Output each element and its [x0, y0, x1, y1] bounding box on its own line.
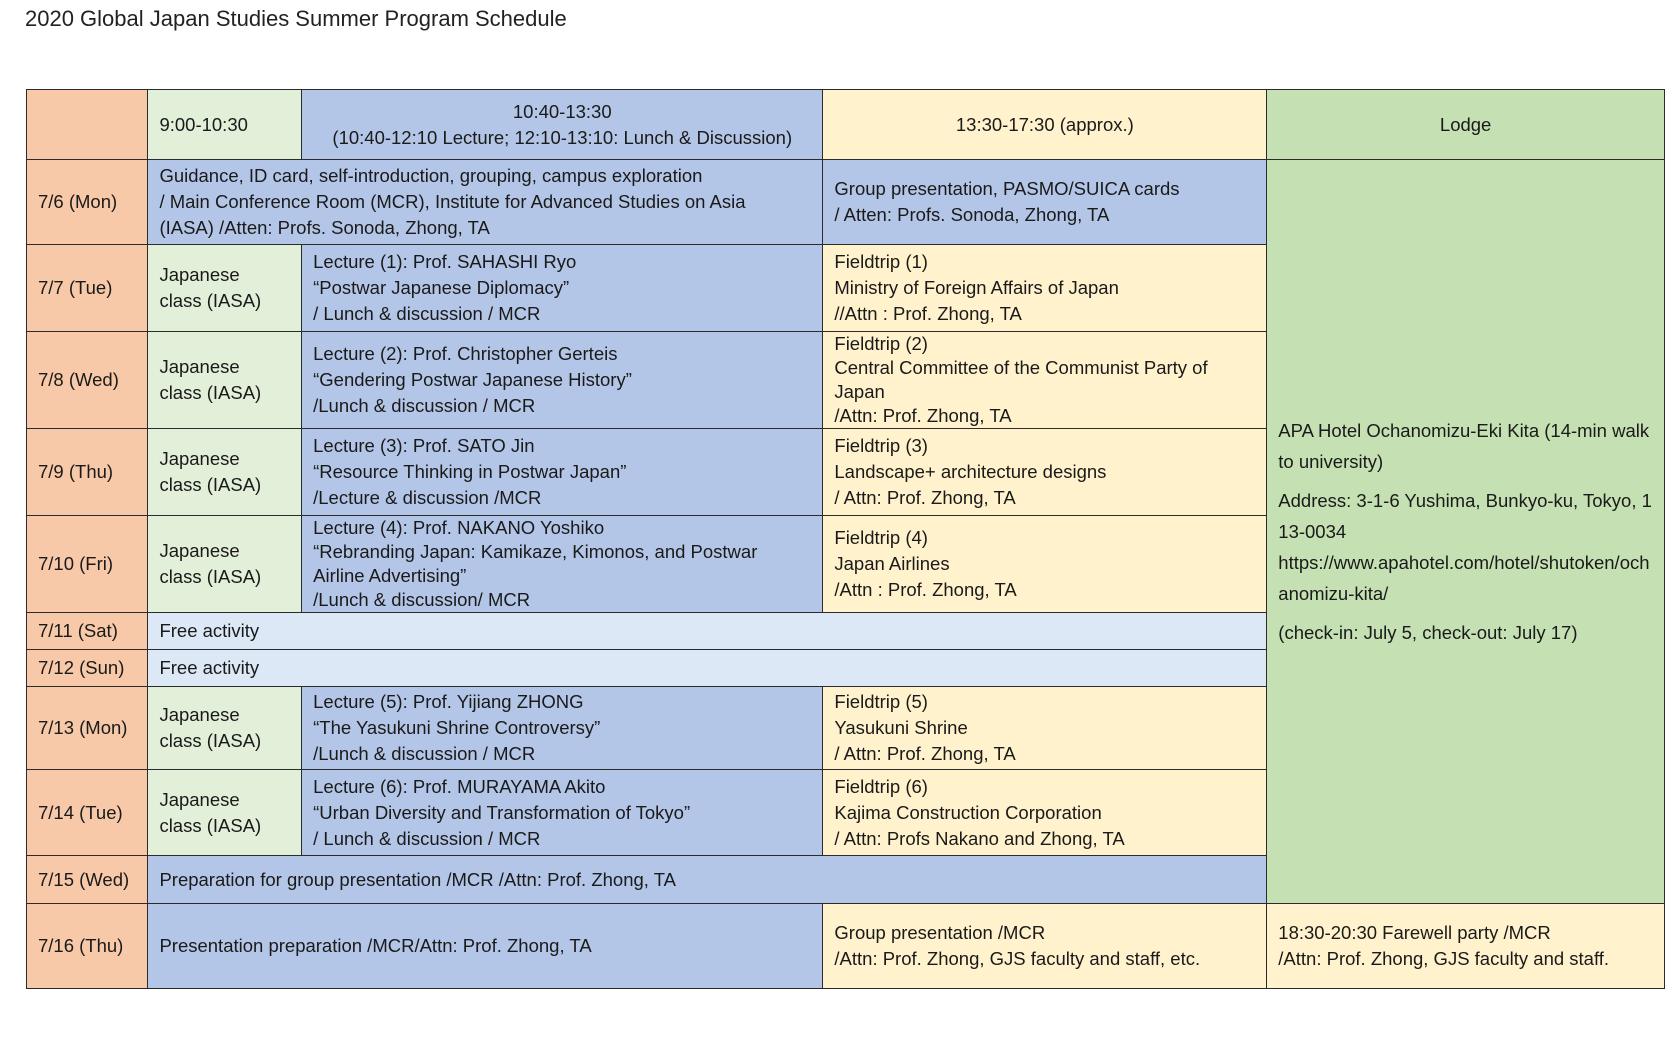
midday-cell: [302, 245, 823, 332]
cell-line: Lecture (6): Prof. MURAYAMA Akito: [313, 775, 606, 797]
header-midday-line: (10:40-12:10 Lecture; 12:10-13:10: Lunch & Discussion): [332, 126, 793, 148]
cell-line: Japanese: [159, 356, 240, 377]
cell-line: class (IASA): [159, 290, 262, 311]
date-cell: 7/11 (Sat): [27, 613, 148, 650]
morning-cell: [148, 245, 302, 332]
lodge-url: https://www.apahotel.com/hotel/shutoken/ochanomizu-kita/: [1278, 552, 1650, 604]
morning-cell: [148, 332, 302, 429]
morning-cell: [148, 429, 302, 516]
cell-line: Japanese: [159, 448, 240, 469]
header-midday-line: 10:40-13:30: [512, 100, 612, 122]
free-activity-cell: Free activity: [148, 613, 1267, 650]
header-morning: 9:00-10:30: [148, 90, 302, 160]
cell-line: Group presentation, PASMO/SUICA cards: [834, 178, 1180, 199]
date-cell: 7/15 (Wed): [27, 856, 148, 904]
cell-line: /Lunch & discussion/ MCR: [313, 589, 531, 610]
cell-line: “Postwar Japanese Diplomacy”: [313, 277, 570, 298]
cell-line: /Attn: Prof. Zhong, GJS faculty and staff.: [1278, 948, 1610, 969]
afternoon-cell: [823, 245, 1267, 332]
morning-cell: [148, 516, 302, 613]
cell-line: class (IASA): [159, 566, 262, 587]
cell-line: //Attn : Prof. Zhong, TA: [834, 303, 1022, 324]
cell-line: Fieldtrip (1): [834, 251, 928, 272]
prep-cell: Preparation for group presentation /MCR /Attn: Prof. Zhong, TA: [148, 856, 1267, 904]
cell-line: Lecture (1): Prof. SAHASHI Ryo: [313, 251, 577, 272]
cell-line: Kajima Construction Corporation: [834, 801, 1102, 823]
cell-line: / Attn: Profs Nakano and Zhong, TA: [834, 827, 1125, 849]
cell-line: Japanese: [159, 704, 240, 725]
date-cell: 7/10 (Fri): [27, 516, 148, 613]
cell-line: “Gendering Postwar Japanese History”: [313, 369, 632, 390]
farewell-cell: [1267, 904, 1665, 989]
cell-line: Fieldtrip (2): [834, 333, 928, 354]
cell-line: Fieldtrip (5): [834, 691, 928, 712]
cell-line: /Attn : Prof. Zhong, TA: [834, 579, 1017, 600]
midday-cell: [302, 429, 823, 516]
cell-line: class (IASA): [159, 730, 262, 751]
cell-line: /Lecture & discussion /MCR: [313, 487, 542, 508]
cell-line: Group presentation /MCR: [834, 922, 1046, 943]
cell-line: Yasukuni Shrine: [834, 717, 968, 738]
table-row: [27, 904, 1665, 989]
date-cell: 7/8 (Wed): [27, 332, 148, 429]
cell-line: /Lunch & discussion / MCR: [313, 743, 536, 764]
cell-line: “The Yasukuni Shrine Controversy”: [313, 717, 601, 738]
afternoon-cell: [823, 160, 1267, 245]
cell-line: class (IASA): [159, 382, 262, 403]
cell-line: Fieldtrip (3): [834, 435, 928, 456]
lodge-address: [1278, 485, 1653, 609]
cell-line: Guidance, ID card, self-introduction, grouping, campus exploration: [159, 165, 703, 186]
afternoon-cell: [823, 770, 1267, 856]
date-cell: 7/9 (Thu): [27, 429, 148, 516]
schedule-table: [26, 89, 1665, 989]
date-cell: 7/12 (Sun): [27, 650, 148, 687]
lodge-address-text: Address: 3-1-6 Yushima, Bunkyo-ku, Tokyo, 113-0034: [1278, 490, 1652, 542]
header-midday: [302, 90, 823, 160]
header-afternoon: 13:30-17:30 (approx.): [823, 90, 1267, 160]
cell-line: / Attn: Prof. Zhong, TA: [834, 487, 1016, 508]
cell-line: Central Committee of the Communist Party of: [834, 357, 1208, 378]
date-cell: 7/6 (Mon): [27, 160, 148, 245]
cell-line: / Atten: Profs. Sonoda, Zhong, TA: [834, 204, 1110, 225]
cell-line: (IASA) /Atten: Profs. Sonoda, Zhong, TA: [159, 217, 490, 238]
header-row: [27, 90, 1665, 160]
midday-cell: [302, 770, 823, 856]
schedule-cell: [148, 904, 823, 989]
cell-line: Fieldtrip (6): [834, 775, 928, 797]
cell-line: /Attn: Prof. Zhong, GJS faculty and staff, etc.: [834, 948, 1201, 969]
date-cell: 7/16 (Thu): [27, 904, 148, 989]
schedule-cell: [148, 160, 823, 245]
cell-line: Airline Advertising”: [313, 565, 467, 586]
cell-line: Lecture (4): Prof. NAKANO Yoshiko: [313, 517, 605, 538]
midday-cell: [302, 516, 823, 613]
midday-cell: [302, 687, 823, 770]
afternoon-cell: [823, 332, 1267, 429]
afternoon-cell: [823, 429, 1267, 516]
cell-line: Lecture (3): Prof. SATO Jin: [313, 435, 535, 456]
cell-line: “Rebranding Japan: Kamikaze, Kimonos, and Postwar: [313, 541, 758, 562]
cell-line: “Resource Thinking in Postwar Japan”: [313, 461, 627, 482]
cell-line: Japanese: [159, 540, 240, 561]
cell-line: Japanese: [159, 788, 240, 810]
cell-line: 18:30-20:30 Farewell party /MCR: [1278, 922, 1551, 943]
header-date: [27, 90, 148, 160]
date-cell: 7/13 (Mon): [27, 687, 148, 770]
lodge-hotel: APA Hotel Ochanomizu-Eki Kita (14-min walk to university): [1278, 420, 1650, 472]
afternoon-cell: [823, 904, 1267, 989]
lodge-dates: (check-in: July 5, check-out: July 17): [1278, 622, 1578, 643]
cell-line: Landscape+ architecture designs: [834, 461, 1107, 482]
cell-line: class (IASA): [159, 474, 262, 495]
cell-line: Lecture (2): Prof. Christopher Gerteis: [313, 343, 618, 364]
cell-line: “Urban Diversity and Transformation of Tokyo”: [313, 801, 691, 823]
cell-line: Japanese: [159, 264, 240, 285]
cell-line: / Lunch & discussion / MCR: [313, 303, 541, 324]
cell-line: / Lunch & discussion / MCR: [313, 827, 541, 849]
morning-cell: [148, 770, 302, 856]
cell-line: Lecture (5): Prof. Yijiang ZHONG: [313, 691, 584, 712]
cell-line: / Main Conference Room (MCR), Institute for Advanced Studies on Asia: [159, 191, 746, 212]
cell-line: / Attn: Prof. Zhong, TA: [834, 743, 1016, 764]
cell-line: class (IASA): [159, 814, 262, 836]
cell-line: /Attn: Prof. Zhong, TA: [834, 405, 1012, 426]
lodge-cell: [1267, 160, 1665, 904]
morning-cell: [148, 687, 302, 770]
header-lodge: Lodge: [1267, 90, 1665, 160]
free-activity-cell: Free activity: [148, 650, 1267, 687]
cell-line: Fieldtrip (4): [834, 527, 928, 548]
cell-line: Ministry of Foreign Affairs of Japan: [834, 277, 1119, 298]
date-cell: 7/14 (Tue): [27, 770, 148, 856]
cell-line: Japan Airlines: [834, 553, 950, 574]
cell-line: Presentation preparation /MCR/Attn: Prof. Zhong, TA: [159, 935, 592, 956]
cell-line: /Lunch & discussion / MCR: [313, 395, 536, 416]
table-row: [27, 160, 1665, 245]
cell-line: Japan: [834, 381, 885, 402]
afternoon-cell: [823, 516, 1267, 613]
page-title: 2020 Global Japan Studies Summer Program Schedule: [25, 6, 567, 31]
date-cell: 7/7 (Tue): [27, 245, 148, 332]
midday-cell: [302, 332, 823, 429]
afternoon-cell: [823, 687, 1267, 770]
